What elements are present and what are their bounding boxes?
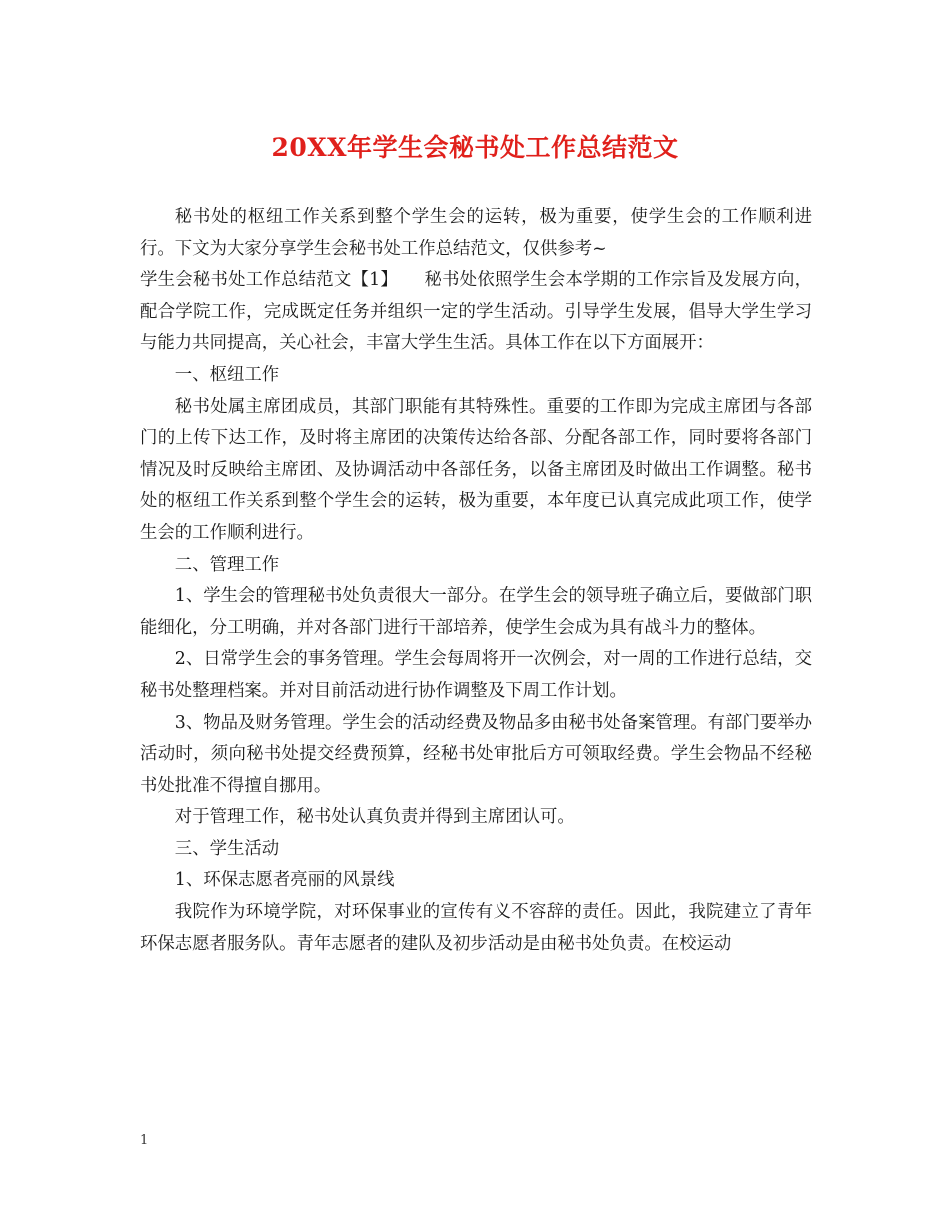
paragraph-management-1: 1、学生会的管理秘书处负责很大一部分。在学生会的领导班子确立后，要做部门职能细化，分工明确，并对各部门进行干部培养，使学生会成为具有战斗力的整体。 xyxy=(140,586,812,638)
paragraph-hub-work: 秘书处属主席团成员，其部门职能有其特殊性。重要的工作即为完成主席团与各部门的上传下达工作，及时将主席团的决策传达给各部、分配各部工作，同时要将各部门情况及时反映给主席团、及协调活动中各部任务，以备主席团及时做出工作调整。秘书处的枢纽工作关系到整个学生会的运转，极为重要，本年度已认真完成此项工作，使学生会的工作顺利进行。 xyxy=(140,396,812,543)
section-heading-management: 二、管理工作 xyxy=(174,554,280,575)
paragraph-sample-1: 学生会秘书处工作总结范文【1】 秘书处依照学生会本学期的工作宗旨及发展方向，配合学院工作，完成既定任务并组织一定的学生活动。引导学生发展，倡导大学生学习与能力共同提高，关心社会，丰富大学生生活。具体工作在以下方面展开： xyxy=(140,270,812,354)
paragraph-environmental-volunteers: 我院作为环境学院，对环保事业的宣传有义不容辞的责任。因此，我院建立了青年环保志愿者服务队。青年志愿者的建队及初步活动是由秘书处负责。在校运动 xyxy=(140,902,812,954)
paragraph-management-summary: 对于管理工作，秘书处认真负责并得到主席团认可。 xyxy=(174,807,575,828)
subheading-environmental-volunteers: 1、环保志愿者亮丽的风景线 xyxy=(174,870,395,891)
paragraph-management-2: 2、日常学生会的事务管理。学生会每周将开一次例会，对一周的工作进行总结，交秘书处整理档案。并对目前活动进行协作调整及下周工作计划。 xyxy=(140,649,812,701)
document-body xyxy=(140,202,812,960)
page-number: 1 xyxy=(140,1133,149,1148)
paragraph-intro: 秘书处的枢纽工作关系到整个学生会的运转，极为重要，使学生会的工作顺利进行。下文为大家分享学生会秘书处工作总结范文，仅供参考~ xyxy=(140,207,812,259)
section-heading-student-activities: 三、学生活动 xyxy=(174,838,280,859)
section-heading-hub-work: 一、枢纽工作 xyxy=(174,364,280,385)
paragraph-management-3: 3、物品及财务管理。学生会的活动经费及物品多由秘书处备案管理。有部门要举办活动时，须向秘书处提交经费预算，经秘书处审批后方可领取经费。学生会物品不经秘书处批准不得擅自挪用。 xyxy=(140,712,812,796)
document-title: 20XX年学生会秘书处工作总结范文 xyxy=(271,133,679,162)
